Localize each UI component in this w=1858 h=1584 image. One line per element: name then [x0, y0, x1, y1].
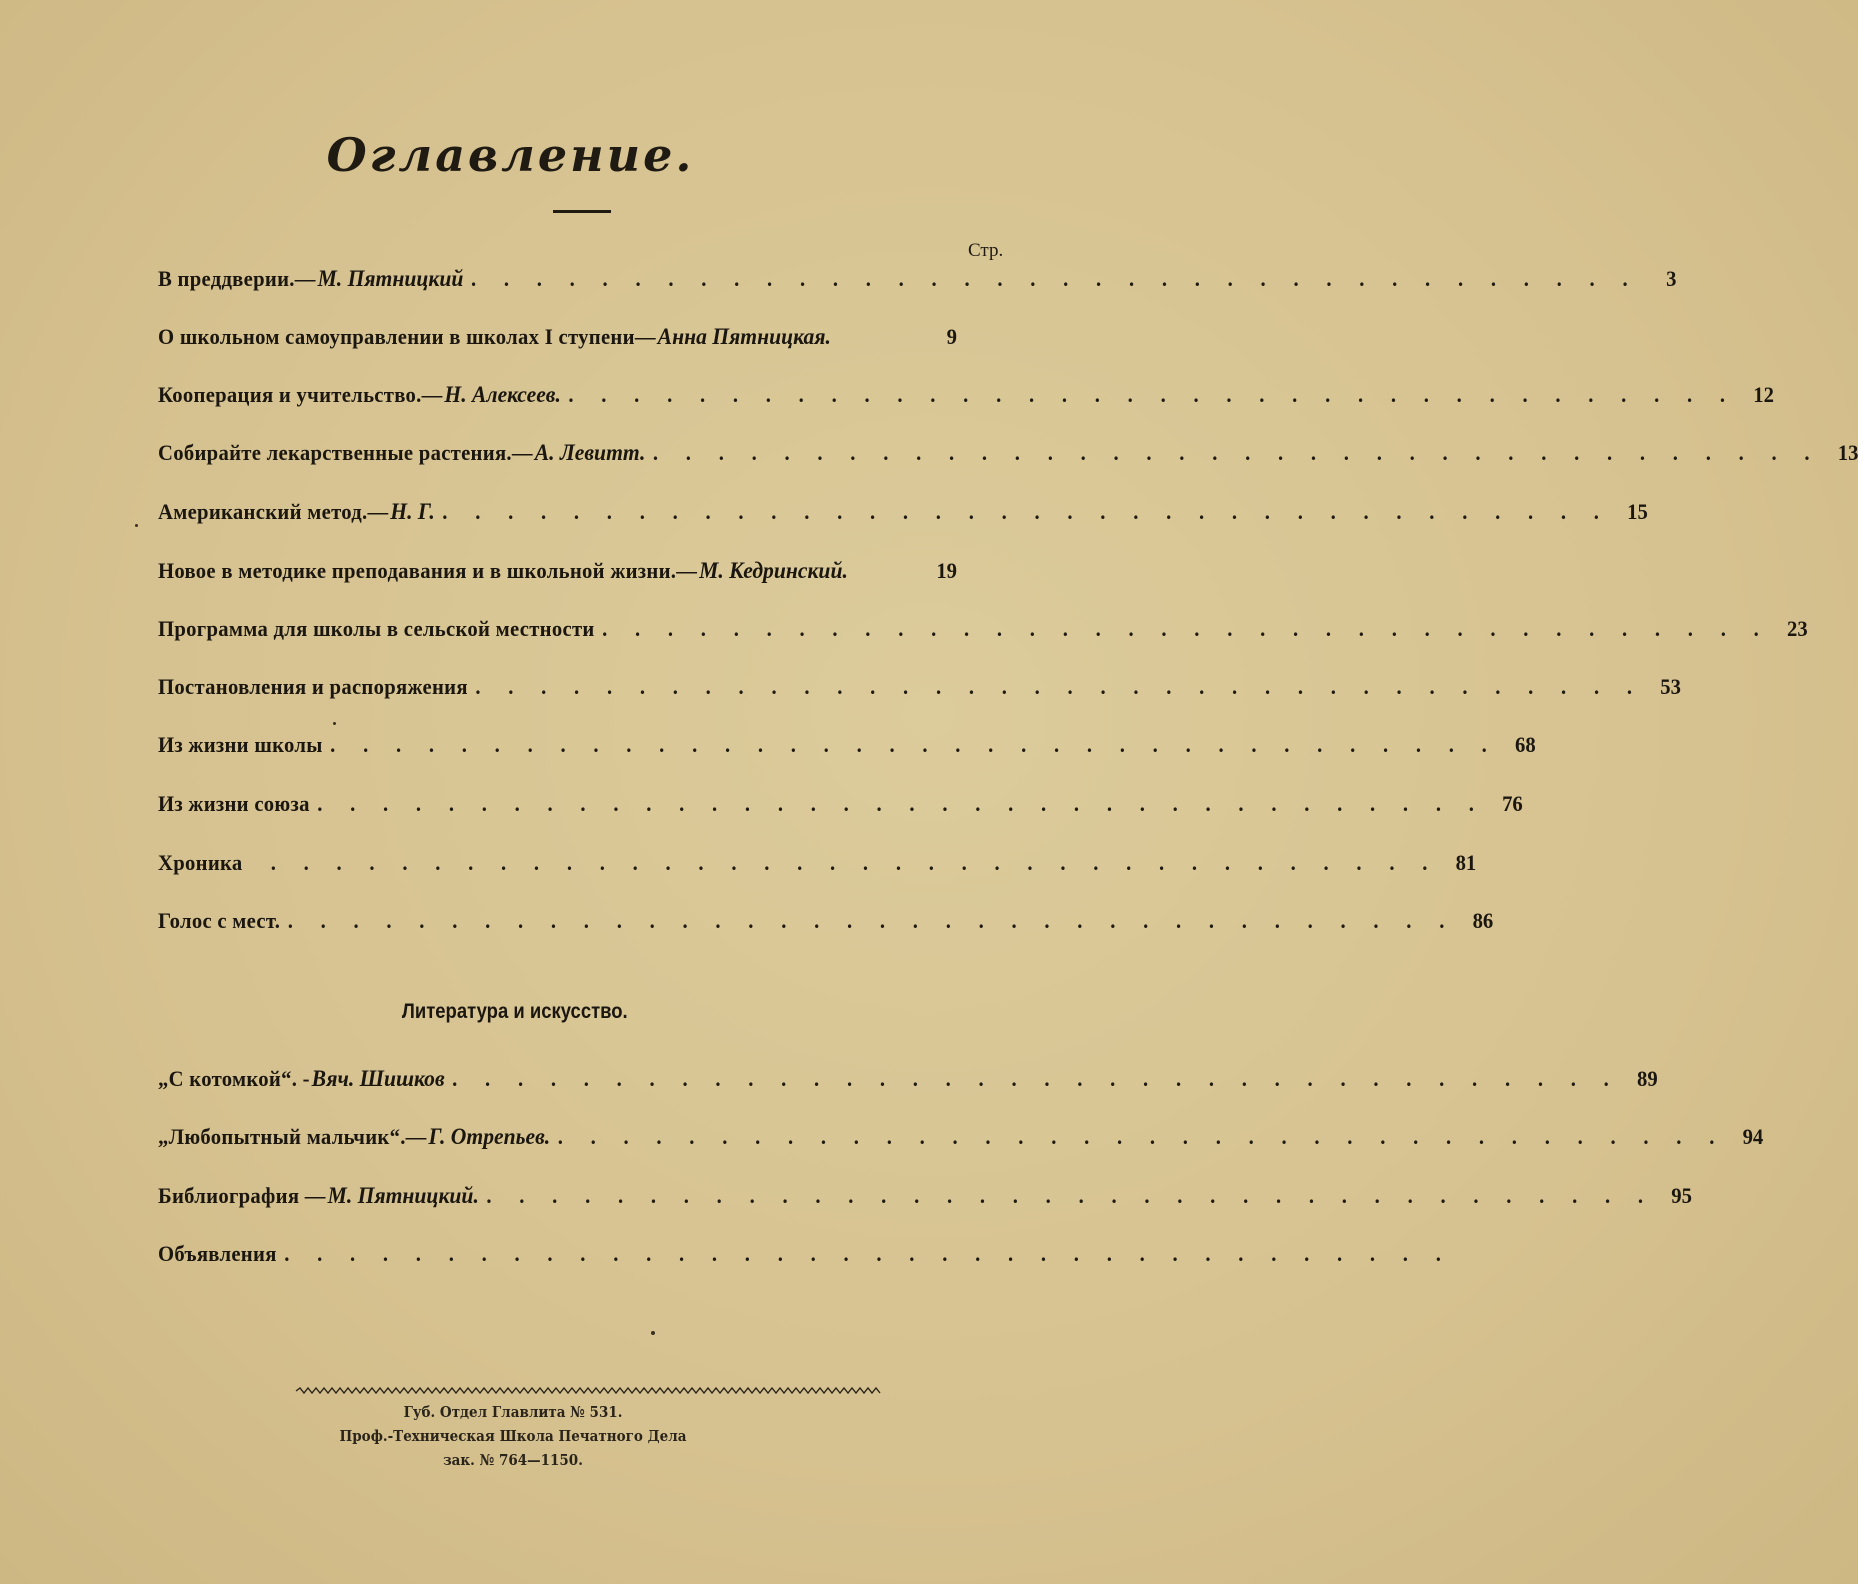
entry-title: Хроника — [158, 850, 243, 875]
dot-leader: . . . . . . . . . . . . . . . . . . . . . . . . . . . . . . . . . . . . — [602, 616, 1771, 641]
entry-title: Программа для школы в сельской местности — [158, 616, 595, 641]
dot-leader: . . . . . . . . . . . . . . . . . . . . . . . . . . . . . . . . . . . . — [442, 499, 1611, 524]
entry-title: Кооперация и учительство.— — [158, 382, 443, 407]
toc-entry — [158, 499, 1648, 533]
imprint-line-3: зак. № 764—1150. — [443, 1451, 583, 1469]
paper-speck — [135, 524, 138, 527]
toc-entry — [158, 908, 1494, 942]
entry-author: Г. Отрепьев. — [428, 1124, 551, 1149]
entry-page: 95 — [1671, 1183, 1692, 1208]
dot-leader: . . . . . . . . . . . . . . . . . . . . . . . . . . . . . . . . . . . . — [486, 1183, 1655, 1208]
imprint-line-1: Губ. Отдел Главлита № 531. — [403, 1403, 623, 1421]
toc-entry — [158, 324, 957, 358]
decorative-wavy-rule — [296, 1386, 874, 1396]
dot-leader: . . . . . . . . . . . . . . . . . . . . . . . . . . . . . . . . . . . . — [330, 732, 1499, 757]
entry-page: 23 — [1786, 616, 1808, 641]
entry-title: Постановления и распоряжения — [158, 674, 468, 699]
dot-leader: . . . . . . . . . . . . . . . . . . . . . . . . . . . . . . . . . . . . — [652, 440, 1821, 465]
entry-page: 9 — [946, 324, 957, 349]
entry-title: „С котомкой“. - — [158, 1066, 310, 1091]
page-title: Оглавление. — [326, 128, 695, 182]
paper-speck — [651, 1331, 655, 1335]
toc-entry — [158, 674, 1681, 708]
toc-entry — [158, 850, 1477, 884]
dot-leader: . . . . . . . . . . . . . . . . . . . . . . . . . . . . . . . . . . . . — [475, 674, 1644, 699]
dot-leader: . . . . . . . . . . . . . . . . . . . . . . . . . . . . . . . . . . . . — [317, 791, 1486, 816]
entry-page: 94 — [1742, 1124, 1764, 1149]
entry-author: М. Кедринский. — [699, 558, 848, 583]
entry-author: Вяч. Шишков — [311, 1066, 445, 1091]
entry-title: В преддверии.— — [158, 266, 316, 291]
toc-entry — [158, 732, 1536, 766]
entry-author: М. Пятницкий. — [327, 1183, 479, 1208]
dot-leader: . . . . . . . . . . . . . . . . . . . . . . . . . . . . . . . . . . . . — [284, 1241, 1453, 1266]
toc-entry — [158, 382, 1774, 416]
dot-leader: . . . . . . . . . . . . . . . . . . . . . . . . . . . . . . . . . . . . — [287, 908, 1456, 933]
entry-page: 3 — [1666, 266, 1677, 291]
entry-author: М. Пятницкий — [317, 266, 464, 291]
entry-title: Голос с мест. — [158, 908, 281, 933]
toc-entry — [158, 1066, 1658, 1100]
entry-page: 86 — [1472, 908, 1494, 933]
entry-page: 12 — [1753, 382, 1774, 407]
toc-entry — [158, 1124, 1764, 1158]
dot-leader: . . . . . . . . . . . . . . . . . . . . . . . . . . . . . . . . . . . . — [470, 266, 1639, 291]
toc-entry — [158, 266, 1677, 300]
toc-entry — [158, 1183, 1692, 1217]
entry-title: „Любопытный мальчик“.— — [158, 1124, 427, 1149]
entry-author: Н. Алексеев. — [444, 382, 561, 407]
entry-title: Новое в методике преподавания и в школьной жизни.— — [158, 558, 698, 583]
entry-page: 89 — [1637, 1066, 1658, 1091]
imprint-line-2: Проф.-Техническая Школа Печатного Дела — [339, 1427, 687, 1445]
entry-title: Из жизни школы — [158, 732, 323, 757]
toc-entry — [158, 616, 1808, 650]
entry-title: Из жизни союза — [158, 791, 310, 816]
entry-author: А. Левитт. — [534, 440, 646, 465]
dot-leader: . . . . . . . . . . . . . . . . . . . . . . . . . . . . . . . . . . . . — [557, 1124, 1726, 1149]
toc-entry — [158, 558, 957, 592]
section-heading: Литература и искусство. — [401, 1000, 628, 1023]
dot-leader: . . . . . . . . . . . . . . . . . . . . . . . . . . . . . . . . . . . . — [270, 850, 1439, 875]
entry-author: Н. Г. — [390, 499, 435, 524]
entry-title: О школьном самоуправлении в школах I ступени— — [158, 324, 656, 349]
entry-page: 15 — [1627, 499, 1648, 524]
entry-page: 68 — [1515, 732, 1536, 757]
paper-speck — [333, 722, 336, 725]
toc-entry — [158, 791, 1523, 825]
toc-entry — [158, 1241, 1453, 1275]
page-column-label: Стр. — [968, 240, 1004, 261]
entry-title: Объявления — [158, 1241, 277, 1266]
entry-title: Американский метод.— — [158, 499, 389, 524]
entry-page: 19 — [936, 558, 957, 583]
entry-page: 13 — [1837, 440, 1858, 465]
entry-page: 53 — [1660, 674, 1681, 699]
entry-author: Анна Пятницкая. — [657, 324, 831, 349]
dot-leader: . . . . . . . . . . . . . . . . . . . . . . . . . . . . . . . . . . . . — [568, 382, 1737, 407]
entry-page: 76 — [1502, 791, 1523, 816]
entry-page: 81 — [1455, 850, 1477, 875]
toc-entry — [158, 440, 1858, 474]
entry-title: Собирайте лекарственные растения.— — [158, 440, 533, 465]
entry-title: Библиография — — [158, 1183, 326, 1208]
dot-leader: . . . . . . . . . . . . . . . . . . . . . . . . . . . . . . . . . . . . — [452, 1066, 1621, 1091]
